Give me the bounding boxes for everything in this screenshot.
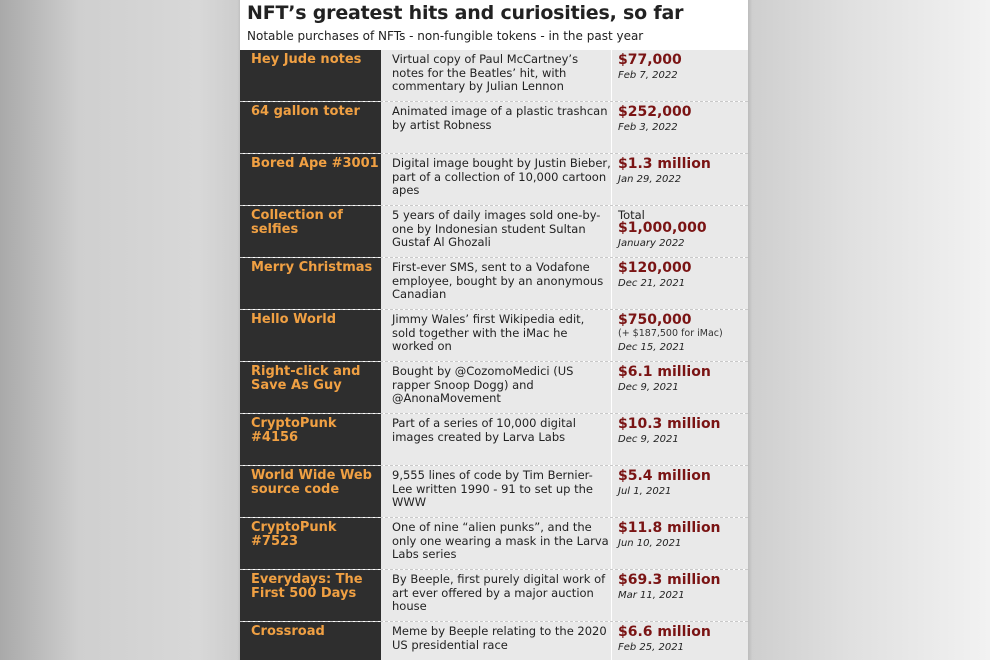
sale-date: Jan 29, 2022: [618, 174, 682, 185]
price-cell: [611, 362, 748, 413]
nft-name: Collection of selfies: [240, 206, 381, 257]
nft-description: 9,555 lines of code by Tim Bernier-Lee written 1990 - 91 to set up the WWW: [381, 466, 611, 517]
sale-price: $120,000: [618, 260, 692, 276]
nft-name: 64 gallon toter: [240, 102, 381, 153]
table-row: [240, 362, 748, 414]
table-row: [240, 102, 748, 154]
table-row: [240, 50, 748, 102]
table-row: [240, 414, 748, 466]
price-cell: [611, 414, 748, 465]
sale-date: Dec 21, 2021: [618, 278, 686, 289]
nft-description: By Beeple, first purely digital work of art ever offered by a major auction house: [381, 570, 611, 621]
nft-name: Bored Ape #3001: [240, 154, 381, 205]
nft-description: Digital image bought by Justin Bieber, part of a collection of 10,000 cartoon apes: [381, 154, 611, 205]
nft-description: Part of a series of 10,000 digital images created by Larva Labs: [381, 414, 611, 465]
price-cell: [611, 570, 748, 621]
table-row: [240, 622, 748, 660]
nft-name: CryptoPunk #7523: [240, 518, 381, 569]
nft-name: CryptoPunk #4156: [240, 414, 381, 465]
nft-name: Merry Christmas: [240, 258, 381, 309]
price-note: (+ $187,500 for iMac): [618, 328, 723, 339]
sale-price: $10.3 million: [618, 416, 721, 432]
table-row: [240, 310, 748, 362]
sale-price: $11.8 million: [618, 520, 721, 536]
nft-description: First-ever SMS, sent to a Vodafone employee, bought by an anonymous Canadian: [381, 258, 611, 309]
table-row: [240, 206, 748, 258]
nft-description: One of nine “alien punks”, and the only one wearing a mask in the Larva Labs series: [381, 518, 611, 569]
nft-name: Hello World: [240, 310, 381, 361]
price-cell: [611, 206, 748, 257]
page-title: NFT’s greatest hits and curiosities, so far: [247, 2, 684, 24]
nft-description: Bought by @CozomoMedici (US rapper Snoop Dogg) and @AnonaMovement: [381, 362, 611, 413]
table-row: [240, 570, 748, 622]
sale-date: Feb 3, 2022: [618, 122, 678, 133]
page-subtitle: Notable purchases of NFTs - non-fungible tokens - in the past year: [247, 29, 644, 43]
price-cell: [611, 102, 748, 153]
price-cell: [611, 50, 748, 101]
nft-description: 5 years of daily images sold one-by-one by Indonesian student Sultan Gustaf Al Ghozali: [381, 206, 611, 257]
sale-price: $6.6 million: [618, 624, 711, 640]
sale-date: January 2022: [618, 238, 685, 249]
price-prefix: Total: [618, 208, 645, 222]
sale-date: Dec 9, 2021: [618, 434, 679, 445]
price-cell: [611, 154, 748, 205]
nft-name: World Wide Web source code: [240, 466, 381, 517]
sale-price: $5.4 million: [618, 468, 711, 484]
table-row: [240, 258, 748, 310]
price-cell: [611, 258, 748, 309]
sale-price: $1.3 million: [618, 156, 711, 172]
nft-name: Crossroad: [240, 622, 381, 660]
price-cell: [611, 310, 748, 361]
price-cell: [611, 466, 748, 517]
sale-price: $750,000: [618, 312, 692, 328]
nft-description: Animated image of a plastic trashcan by artist Robness: [381, 102, 611, 153]
sale-date: Mar 11, 2021: [618, 590, 685, 601]
sale-date: Jun 10, 2021: [618, 538, 682, 549]
sale-date: Feb 7, 2022: [618, 70, 678, 81]
sale-price: $1,000,000: [618, 220, 707, 236]
nft-description: Meme by Beeple relating to the 2020 US presidential race: [381, 622, 611, 660]
sale-date: Jul 1, 2021: [618, 486, 672, 497]
nft-name: Hey Jude notes: [240, 50, 381, 101]
nft-description: Jimmy Wales’ first Wikipedia edit, sold together with the iMac he worked on: [381, 310, 611, 361]
sale-date: Dec 9, 2021: [618, 382, 679, 393]
nft-table: [240, 50, 748, 660]
sale-date: Feb 25, 2021: [618, 642, 684, 653]
price-cell: [611, 622, 748, 660]
sale-price: $77,000: [618, 52, 682, 68]
table-row: [240, 466, 748, 518]
sale-price: $252,000: [618, 104, 692, 120]
nft-description: Virtual copy of Paul McCartney’s notes for the Beatles’ hit, with commentary by Julian Lennon: [381, 50, 611, 101]
nft-name: Everydays: The First 500 Days: [240, 570, 381, 621]
nft-name: Right-click and Save As Guy: [240, 362, 381, 413]
sale-date: Dec 15, 2021: [618, 342, 686, 353]
sale-price: $69.3 million: [618, 572, 721, 588]
table-row: [240, 518, 748, 570]
sale-price: $6.1 million: [618, 364, 711, 380]
price-cell: [611, 518, 748, 569]
table-row: [240, 154, 748, 206]
infographic-card: [240, 0, 748, 660]
